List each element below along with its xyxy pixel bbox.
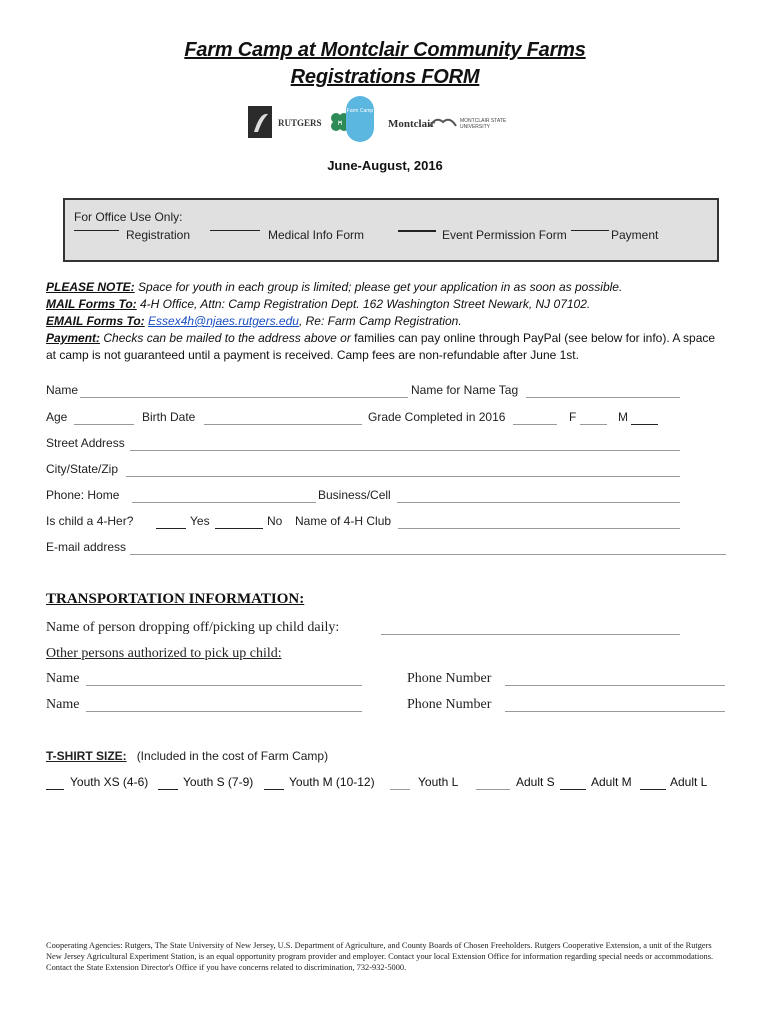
grade-label: Grade Completed in 2016	[368, 410, 506, 424]
registration-blank[interactable]	[74, 230, 119, 231]
dropoff-field[interactable]	[381, 634, 680, 635]
size-xs: Youth XS (4-6)	[70, 775, 149, 789]
pickup-phone-1-field[interactable]	[505, 685, 725, 686]
birth-date-field[interactable]	[204, 424, 362, 425]
office-heading: For Office Use Only:	[74, 210, 183, 224]
pickup-phone-1-label: Phone Number	[407, 671, 492, 686]
hands-logo	[428, 114, 458, 135]
name-tag-field[interactable]	[526, 397, 680, 398]
size-s-blank[interactable]	[158, 789, 178, 790]
is-4her-label: Is child a 4-Her?	[46, 514, 134, 528]
medical-label: Medical Info Form	[268, 228, 365, 242]
size-m-blank[interactable]	[264, 789, 284, 790]
pickup-name-2-label: Name	[46, 697, 80, 712]
pickup-name-1-label: Name	[46, 671, 80, 686]
size-m: Youth M (10-12)	[289, 775, 375, 789]
page-subtitle: Registrations FORM	[290, 66, 480, 88]
email-field[interactable]	[130, 554, 726, 555]
yes-blank[interactable]	[156, 528, 186, 529]
name-tag-label: Name for Name Tag	[411, 383, 519, 397]
medical-blank[interactable]	[210, 230, 260, 231]
tshirt-row	[46, 749, 328, 763]
tshirt-note: (Included in the cost of Farm Camp)	[136, 749, 329, 763]
please-note: PLEASE NOTE: Space for youth in each group is limited; please get your application in as soon as possible.	[46, 280, 623, 294]
age-label: Age	[46, 410, 68, 424]
no-label: No	[267, 514, 283, 528]
yes-label: Yes	[190, 514, 210, 528]
size-s: Youth S (7-9)	[183, 775, 254, 789]
svg-text:H: H	[337, 121, 343, 127]
age-field[interactable]	[74, 424, 134, 425]
mail-forms: MAIL Forms To: 4-H Office, Attn: Camp Registration Dept. 162 Washington Street Newark, NJ 07102.	[46, 297, 591, 311]
circle-badge-logo: Farm Camp	[346, 96, 374, 142]
page-title: Farm Camp at Montclair Community Farms	[184, 39, 586, 61]
name-label: Name	[46, 383, 79, 397]
phone-home-label: Phone: Home	[46, 488, 120, 502]
email-forms: EMAIL Forms To: Essex4h@njaes.rutgers.edu, Re: Farm Camp Registration.	[46, 314, 462, 328]
gender-m-field[interactable]	[631, 424, 658, 425]
event-blank[interactable]	[398, 230, 436, 232]
sponsor-logos	[244, 100, 524, 144]
size-xs-blank[interactable]	[46, 789, 64, 790]
adult-l-blank[interactable]	[640, 789, 666, 790]
city-field[interactable]	[126, 476, 680, 477]
gender-f-label: F	[569, 410, 577, 424]
club-field[interactable]	[398, 528, 680, 529]
adult-m-blank[interactable]	[560, 789, 586, 790]
tshirt-sizes	[46, 775, 726, 793]
pickup-name-1-field[interactable]	[86, 685, 362, 686]
payment-note: Payment: Checks can be mailed to the address above or families can pay online through PayPal (see below for info). A space at camp is not guaranteed until a payment is received. Camp fees are non-refundable after June 1st.	[46, 331, 716, 362]
size-l: Youth L	[418, 775, 459, 789]
event-label: Event Permission Form	[442, 228, 567, 242]
adult-s: Adult S	[516, 775, 555, 789]
camp-dates: June-August, 2016	[327, 158, 443, 173]
rutgers-logo: RUTGERS	[278, 118, 322, 128]
adult-m: Adult M	[591, 775, 632, 789]
payment-label: Payment	[611, 228, 659, 242]
montclair-logo: Montclair	[388, 118, 436, 130]
size-l-blank[interactable]	[390, 789, 410, 790]
pickup-phone-2-field[interactable]	[505, 711, 725, 712]
leaf-logo	[248, 106, 272, 138]
gender-f-field[interactable]	[580, 424, 607, 425]
email-link[interactable]: Essex4h@njaes.rutgers.edu	[148, 314, 299, 328]
pickup-phone-2-label: Phone Number	[407, 697, 492, 712]
phone-home-field[interactable]	[132, 502, 316, 503]
email-label: E-mail address	[46, 540, 127, 554]
city-label: City/State/Zip	[46, 462, 119, 476]
dropoff-label: Name of person dropping off/picking up child daily:	[46, 620, 340, 635]
others-label: Other persons authorized to pick up child:	[46, 646, 282, 661]
tshirt-label: T-SHIRT SIZE:	[46, 749, 127, 763]
birth-date-label: Birth Date	[142, 410, 196, 424]
adult-l: Adult L	[670, 775, 708, 789]
footer-disclaimer: Cooperating Agencies: Rutgers, The State University of New Jersey, U.S. Department of Agriculture, and County Boards of Chosen Freeholders. Rutgers Cooperative Extension, a unit of the Rutgers New Jersey Agricultural Experiment Station, is an equal opportunity program provider and employer. Contact your local Extension Office for information regarding special needs or accommodations. Contact the State Extension Director's Office if you have concerns related to discrimination, 732-932-5000.	[46, 941, 714, 972]
pickup-name-2-field[interactable]	[86, 711, 362, 712]
montclair-state-logo: MONTCLAIR STATE UNIVERSITY	[460, 118, 507, 130]
business-field[interactable]	[397, 502, 680, 503]
club-label: Name of 4-H Club	[295, 514, 392, 528]
payment-blank[interactable]	[571, 230, 609, 231]
registration-label: Registration	[126, 228, 191, 242]
no-blank[interactable]	[215, 528, 263, 529]
adult-s-blank[interactable]	[476, 789, 510, 790]
grade-field[interactable]	[513, 424, 557, 425]
street-label: Street Address	[46, 436, 125, 450]
street-field[interactable]	[130, 450, 680, 451]
business-label: Business/Cell	[318, 488, 391, 502]
name-field[interactable]	[80, 397, 408, 398]
office-use-box	[63, 198, 719, 262]
transport-heading: TRANSPORTATION INFORMATION:	[46, 591, 305, 607]
gender-m-label: M	[618, 410, 628, 424]
